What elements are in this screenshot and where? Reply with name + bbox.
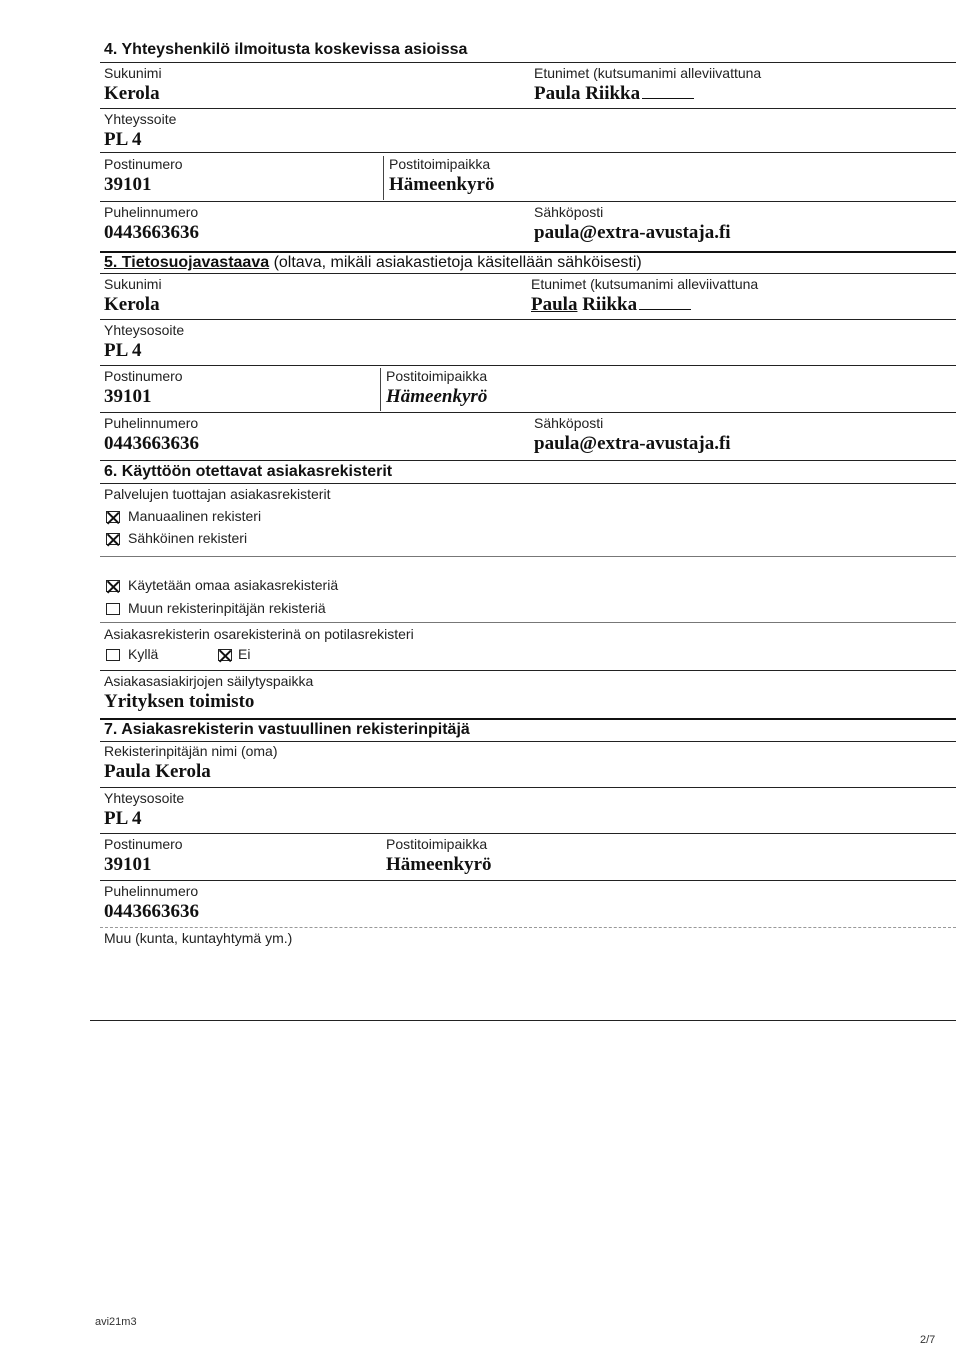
- divider: [100, 412, 956, 413]
- section-6-title: 6. Käyttöön otettavat asiakasrekisterit: [104, 463, 393, 480]
- s4-address-label: Yhteyssoite: [104, 111, 177, 127]
- divider: [100, 483, 956, 484]
- s4-postcode-value[interactable]: 39101: [104, 174, 152, 195]
- electronic-register-label: Sähköinen rekisteri: [128, 530, 248, 546]
- divider: [100, 741, 956, 742]
- divider: [100, 201, 956, 202]
- section-5-title: 5. Tietosuojavastaava (oltava, mikäli asiakastietoja käsitellään sähköisesti): [104, 254, 642, 271]
- s4-surname-value[interactable]: Kerola: [104, 83, 160, 104]
- divider: [100, 880, 956, 881]
- divider: [100, 62, 956, 63]
- subregister-yes-checkbox[interactable]: [106, 649, 120, 661]
- manual-register-checkbox[interactable]: [106, 511, 120, 523]
- divider: [100, 670, 956, 671]
- divider: [100, 927, 956, 928]
- s5-firstnames-value[interactable]: Paula Riikka: [531, 294, 691, 316]
- s7-postoffice-value[interactable]: Hämeenkyrö: [386, 854, 492, 875]
- electronic-register-checkbox[interactable]: [106, 533, 120, 545]
- divider: [100, 365, 956, 366]
- divider: [100, 622, 956, 623]
- s7-name-label: Rekisterinpitäjän nimi (oma): [104, 743, 278, 759]
- s5-postoffice-label: Postitoimipaikka: [386, 368, 488, 384]
- page-number: 2/7: [920, 1334, 936, 1346]
- divider: [100, 108, 956, 109]
- divider: [100, 556, 956, 557]
- divider: [100, 273, 956, 274]
- underline-blank: [642, 96, 694, 99]
- s4-address-value[interactable]: PL 4: [104, 129, 142, 150]
- s4-postoffice-value[interactable]: Hämeenkyrö: [389, 174, 495, 195]
- divider: [100, 460, 956, 461]
- s5-surname-label: Sukunimi: [104, 276, 162, 292]
- subregister-label: Asiakasrekisterin osarekisterinä on potilasrekisteri: [104, 626, 414, 642]
- subregister-yes-label: Kyllä: [128, 646, 159, 662]
- section-divider: [100, 251, 956, 253]
- own-register-checkbox[interactable]: [106, 580, 120, 592]
- s5-surname-value[interactable]: Kerola: [104, 294, 160, 315]
- s7-postcode-label: Postinumero: [104, 836, 183, 852]
- s4-phone-label: Puhelinnumero: [104, 204, 199, 220]
- divider: [100, 152, 956, 153]
- s4-email-label: Sähköposti: [534, 204, 604, 220]
- s5-phone-value[interactable]: 0443663636: [104, 433, 199, 454]
- s6-producer-label: Palvelujen tuottajan asiakasrekisterit: [104, 486, 331, 502]
- s5-firstnames-label: Etunimet (kutsumanimi alleviivattuna: [531, 276, 759, 292]
- s7-phone-label: Puhelinnumero: [104, 883, 199, 899]
- s7-address-label: Yhteysosoite: [104, 790, 185, 806]
- s4-firstnames-label: Etunimet (kutsumanimi alleviivattuna: [534, 65, 762, 81]
- storage-label: Asiakasasiakirjojen säilytyspaikka: [104, 673, 314, 689]
- underline-blank: [639, 307, 691, 310]
- s4-phone-value[interactable]: 0443663636: [104, 222, 199, 243]
- s7-postoffice-label: Postitoimipaikka: [386, 836, 488, 852]
- s5-email-label: Sähköposti: [534, 415, 604, 431]
- s5-phone-label: Puhelinnumero: [104, 415, 199, 431]
- s7-postcode-value[interactable]: 39101: [104, 854, 152, 875]
- other-register-checkbox[interactable]: [106, 603, 120, 615]
- s4-email-value[interactable]: paula@extra-avustaja.fi: [534, 222, 731, 243]
- section-4-title: 4. Yhteyshenkilö ilmoitusta koskevissa asioissa: [104, 41, 468, 58]
- s5-postcode-value[interactable]: 39101: [104, 386, 152, 407]
- subregister-no-checkbox[interactable]: [218, 649, 232, 661]
- s4-postoffice-label: Postitoimipaikka: [389, 156, 491, 172]
- column-divider: [383, 156, 384, 200]
- s5-email-value[interactable]: paula@extra-avustaja.fi: [534, 433, 731, 454]
- s7-other-label: Muu (kunta, kuntayhtymä ym.): [104, 930, 293, 946]
- s5-address-value[interactable]: PL 4: [104, 340, 142, 361]
- divider: [100, 787, 956, 788]
- other-register-label: Muun rekisterinpitäjän rekisteriä: [128, 600, 326, 616]
- s4-surname-label: Sukunimi: [104, 65, 162, 81]
- s5-postoffice-value[interactable]: Hämeenkyrö: [386, 386, 488, 407]
- s7-address-value[interactable]: PL 4: [104, 808, 142, 829]
- form-code: avi21m3: [95, 1316, 137, 1328]
- column-divider: [380, 368, 381, 411]
- section-divider: [100, 718, 956, 720]
- divider: [100, 833, 956, 834]
- s5-postcode-label: Postinumero: [104, 368, 183, 384]
- storage-value[interactable]: Yrityksen toimisto: [104, 691, 255, 712]
- manual-register-label: Manuaalinen rekisteri: [128, 508, 262, 524]
- subregister-no-label: Ei: [238, 646, 251, 662]
- s4-postcode-label: Postinumero: [104, 156, 183, 172]
- s7-name-value[interactable]: Paula Kerola: [104, 761, 211, 782]
- divider: [90, 1020, 956, 1021]
- own-register-label: Käytetään omaa asiakasrekisteriä: [128, 577, 339, 593]
- s4-firstnames-value[interactable]: Paula Riikka: [534, 83, 694, 105]
- divider: [100, 319, 956, 320]
- s7-phone-value[interactable]: 0443663636: [104, 901, 199, 922]
- s5-address-label: Yhteysosoite: [104, 322, 185, 338]
- section-7-title: 7. Asiakasrekisterin vastuullinen rekisterinpitäjä: [104, 721, 470, 738]
